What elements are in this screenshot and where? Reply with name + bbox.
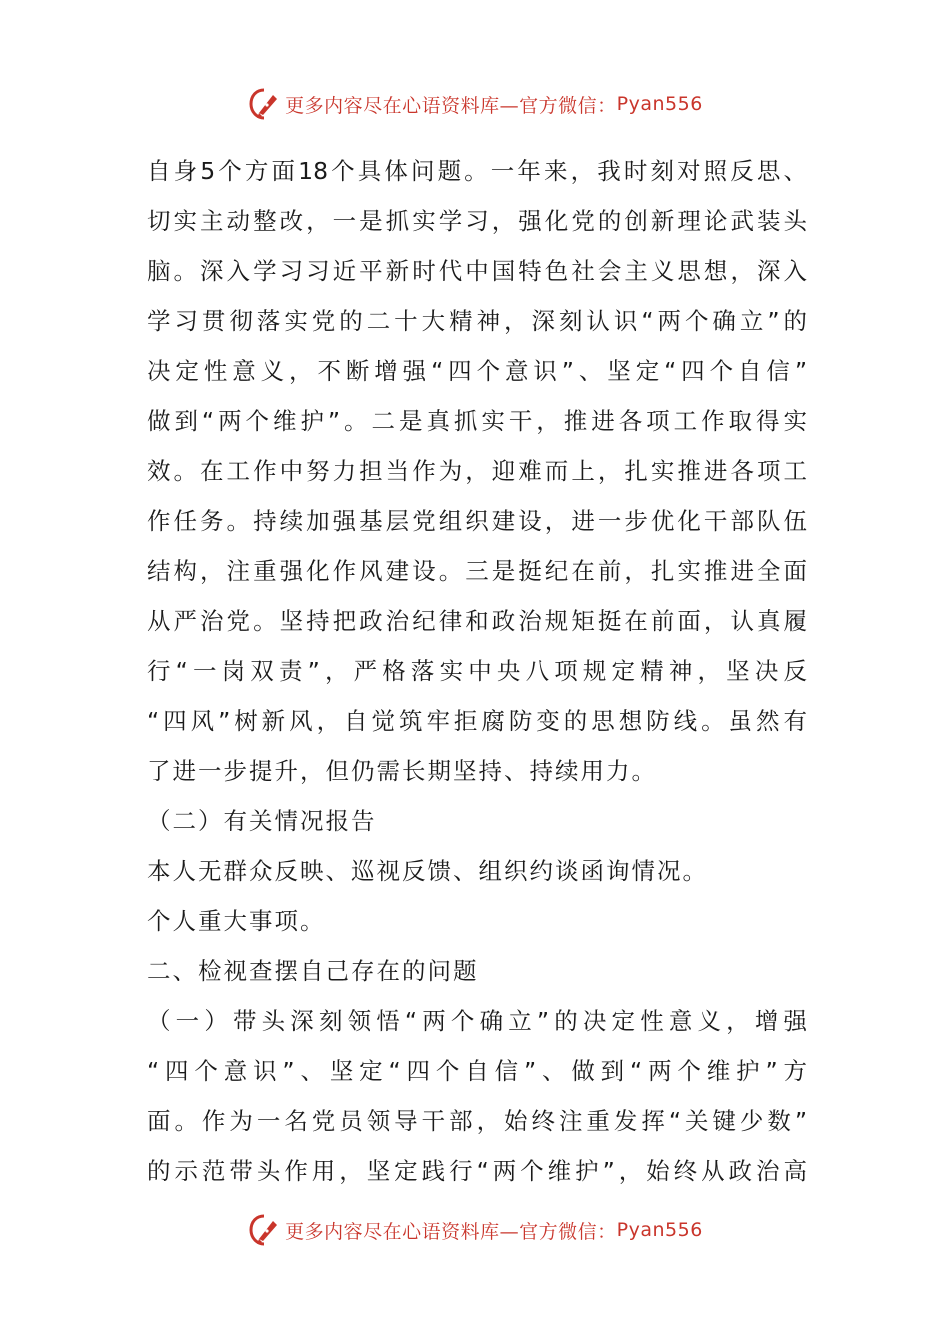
- text-line: 学习贯彻落实党的二十大精神，深刻认识“两个确立”的: [147, 307, 807, 335]
- text-line: 脑。深入学习习近平新时代中国特色社会主义思想，深入: [147, 257, 807, 285]
- watermark-text: 更多内容尽在心语资料库—官方微信：: [285, 1220, 617, 1243]
- document-body: [147, 146, 807, 1196]
- text-line: 面。作为一名党员领导干部，始终注重发挥“关键少数”: [147, 1107, 807, 1135]
- text-line: 了进一步提升，但仍需长期坚持、持续用力。: [147, 757, 657, 785]
- pen-nib-logo-icon: [247, 87, 281, 121]
- text-line: 切实主动整改，一是抓实学习，强化党的创新理论武装头: [147, 207, 807, 235]
- watermark-wechat-id: Pyan556: [616, 93, 703, 115]
- text-line: “四风”树新风，自觉筑牢拒腐防变的思想防线。虽然有: [147, 707, 807, 735]
- watermark-text: 更多内容尽在心语资料库—官方微信：: [285, 94, 617, 117]
- text-line: 效。在工作中努力担当作为，迎难而上，扎实推进各项工: [147, 457, 807, 485]
- text-line: （二）有关情况报告: [147, 807, 377, 835]
- text-line: 行“一岗双责”，严格落实中央八项规定精神，坚决反: [147, 657, 807, 685]
- text-line: 个人重大事项。: [147, 907, 326, 935]
- watermark-wechat-id: Pyan556: [616, 1219, 703, 1241]
- text-line: 决定性意义，不断增强“四个意识”、坚定“四个自信”: [147, 357, 807, 385]
- pen-nib-logo-icon: [247, 1213, 281, 1247]
- watermark-header: [0, 84, 950, 124]
- text-line: 自身5个方面18个具体问题。一年来，我时刻对照反思、: [147, 157, 807, 185]
- text-line: 做到“两个维护”。二是真抓实干，推进各项工作取得实: [147, 407, 807, 435]
- text-line: 从严治党。坚持把政治纪律和政治规矩挺在前面，认真履: [147, 607, 807, 635]
- text-line: （一）带头深刻领悟“两个确立”的决定性意义，增强: [147, 1007, 807, 1035]
- text-line: 二、检视查摆自己存在的问题: [147, 957, 479, 985]
- text-line: 的示范带头作用，坚定践行“两个维护”，始终从政治高: [147, 1157, 807, 1185]
- text-line: 作任务。持续加强基层党组织建设，进一步优化干部队伍: [147, 507, 807, 535]
- text-line: 本人无群众反映、巡视反馈、组织约谈函询情况。: [147, 857, 708, 885]
- watermark-footer: [0, 1210, 950, 1250]
- text-line: “四个意识”、坚定“四个自信”、做到“两个维护”方: [147, 1057, 807, 1085]
- text-line: 结构，注重强化作风建设。三是挺纪在前，扎实推进全面: [147, 557, 807, 585]
